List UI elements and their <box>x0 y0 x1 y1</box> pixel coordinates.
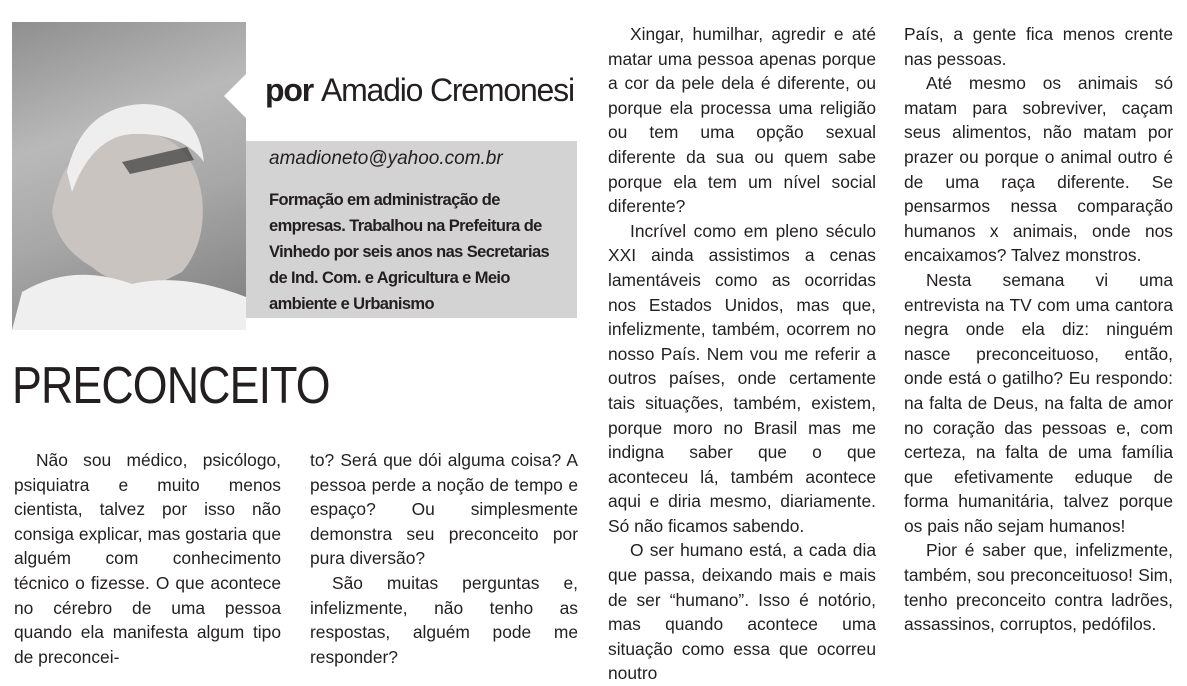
paragraph: Não sou médico, psicólogo, psiquiatra e muito menos cientista, talvez por isso não consiga explicar, mas gostaria que alguém com conhecimento técnico o fizesse. O que acontece no cérebro de uma pessoa quando ela manifesta algum tipo de preconcei- <box>14 450 281 667</box>
paragraph: Xingar, humilhar, agredir e até matar uma pessoa apenas porque a cor da pele dela é diferente, ou porque ela processa uma religião ou tem uma opção sexual diferente da sua ou quem sabe porque ela tem um nível social diferente? <box>608 24 876 217</box>
photo-pointer-arrow <box>224 72 248 120</box>
author-bio: Formação em administração de empresas. Trabalhou na Prefeitura de Vinhedo por seis anos nas Secretarias de Ind. Com. e Agricultura e Meio ambiente e Urbanismo <box>269 191 550 313</box>
article-column-4 <box>904 22 1173 637</box>
article-title: PRECONCEITO <box>12 357 330 415</box>
byline-prefix: por <box>265 72 313 108</box>
article-column-3 <box>608 22 876 686</box>
author-byline <box>265 72 574 109</box>
paragraph-continuation: to? Será que dói alguma coisa? A pessoa perde a noção de tempo e espaço? Ou simplesmente demonstra seu preconceito por pura diversão? <box>310 450 578 569</box>
article-column-2 <box>310 448 578 669</box>
paragraph: São muitas perguntas e, infelizmente, não tenho as respostas, alguém pode me responder? <box>310 572 578 667</box>
paragraph: Pior é saber que, infelizmente, também, sou preconceituoso! Sim, tenho preconceito contra ladrões, assassinos, corruptos, pedófilos. <box>904 540 1173 635</box>
paragraph: Até mesmo os animais só matam para sobreviver, caçam seus alimentos, não matam por prazer ou porque o animal outro é de uma raça diferente. Se pensarmos nessa comparação humanos x animais, onde nos encaixamos? Talvez monstros. <box>904 73 1173 266</box>
article-column-1 <box>14 448 281 669</box>
paragraph: Incrível como em pleno século XXI ainda assistimos a cenas lamentáveis como as ocorridas nos Estados Unidos, mas que, infelizmente, também, ocorrem no nosso País. Nem vou me referir a outros países, onde certamente tais situações, também, existem, porque moro no Brasil mas me indigna saber que o que aconteceu lá, também acontece aqui e diria mesmo, diariamente. Só não ficamos sabendo. <box>608 220 876 536</box>
author-name: Amadio Cremonesi <box>320 72 574 108</box>
paragraph-continuation: País, a gente fica menos crente nas pessoas. <box>904 24 1173 69</box>
paragraph: O ser humano está, a cada dia que passa, deixando mais e mais de ser “humano”. Isso é notório, mas quando acontece uma situação como essa que ocorreu noutro <box>608 540 876 684</box>
author-email[interactable]: amadioneto@yahoo.com.br <box>269 148 503 169</box>
author-photo <box>12 22 246 330</box>
paragraph: Nesta semana vi uma entrevista na TV com uma cantora negra onde ela diz: ninguém nasce preconceituoso, então, onde está o gatilho? Eu respondo: na falta de Deus, na falta de amor no coração das pessoas e, com certeza, na falta de uma família que efetivamente eduque de forma humanitária, talvez porque os pais não sejam humanos! <box>904 269 1173 536</box>
